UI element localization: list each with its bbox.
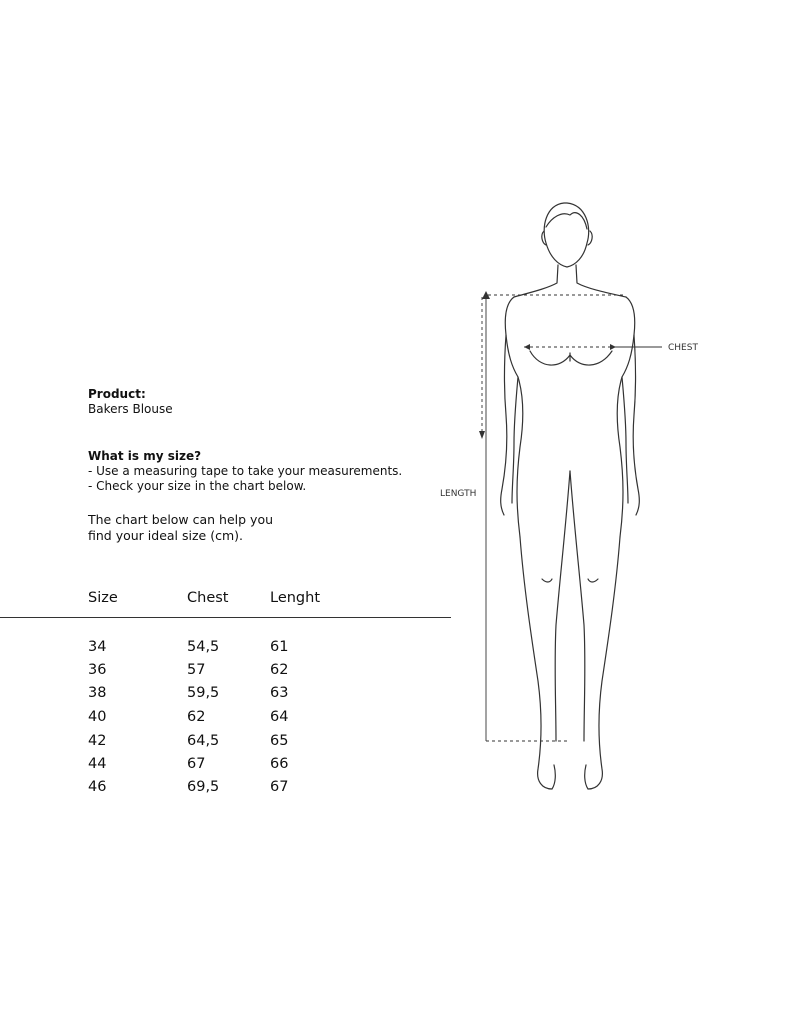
cell-size: 44: [88, 756, 107, 772]
size-step-1: - Use a measuring tape to take your measurements.: [88, 464, 403, 478]
cell-chest: 67: [187, 756, 206, 772]
chart-note-line-2: find your ideal size (cm).: [88, 528, 243, 543]
table-row: [0, 709, 451, 733]
product-name: Bakers Blouse: [88, 402, 173, 416]
cell-length: 62: [270, 662, 289, 678]
product-label: Product:: [88, 387, 146, 401]
cell-chest: 57: [187, 662, 206, 678]
legs-outline: [520, 537, 555, 789]
head-outline: [544, 203, 589, 267]
arrow-head: [610, 344, 616, 350]
cell-length: 67: [270, 779, 289, 795]
table-row: [0, 685, 451, 709]
hair-line: [546, 213, 587, 229]
torso-outline: [505, 297, 523, 537]
cell-size: 34: [88, 639, 107, 655]
chart-note: [88, 512, 273, 544]
cell-length: 64: [270, 709, 289, 725]
cell-size: 36: [88, 662, 107, 678]
cell-size: 42: [88, 733, 107, 749]
table-row: [0, 733, 451, 757]
table-divider: [0, 617, 451, 618]
cell-size: 46: [88, 779, 107, 795]
size-help: [88, 449, 402, 494]
cell-length: 63: [270, 685, 289, 701]
table-row: [0, 756, 451, 780]
header-length: Lenght: [270, 590, 321, 606]
left-arm: [501, 335, 507, 515]
arrow-head: [479, 431, 485, 439]
cell-length: 65: [270, 733, 289, 749]
header-size: Size: [88, 590, 118, 606]
cell-chest: 64,5: [187, 733, 220, 749]
header-chest: Chest: [187, 590, 229, 606]
table-row: [0, 662, 451, 686]
cell-size: 40: [88, 709, 107, 725]
cell-length: 61: [270, 639, 289, 655]
chest-label: CHEST: [668, 343, 698, 353]
body-measurement-figure: [420, 185, 720, 805]
arrow-head: [524, 344, 530, 350]
cell-size: 38: [88, 685, 107, 701]
cell-chest: 59,5: [187, 685, 220, 701]
cell-length: 66: [270, 756, 289, 772]
cell-chest: 69,5: [187, 779, 220, 795]
table-row: [0, 779, 451, 803]
size-question: What is my size?: [88, 449, 202, 463]
chart-note-line-1: The chart below can help you: [88, 512, 274, 527]
size-step-2: - Check your size in the chart below.: [88, 479, 307, 493]
cell-chest: 54,5: [187, 639, 220, 655]
product-info: [88, 387, 173, 417]
cell-chest: 62: [187, 709, 206, 725]
length-label: LENGTH: [440, 489, 477, 499]
table-row: [0, 639, 451, 663]
